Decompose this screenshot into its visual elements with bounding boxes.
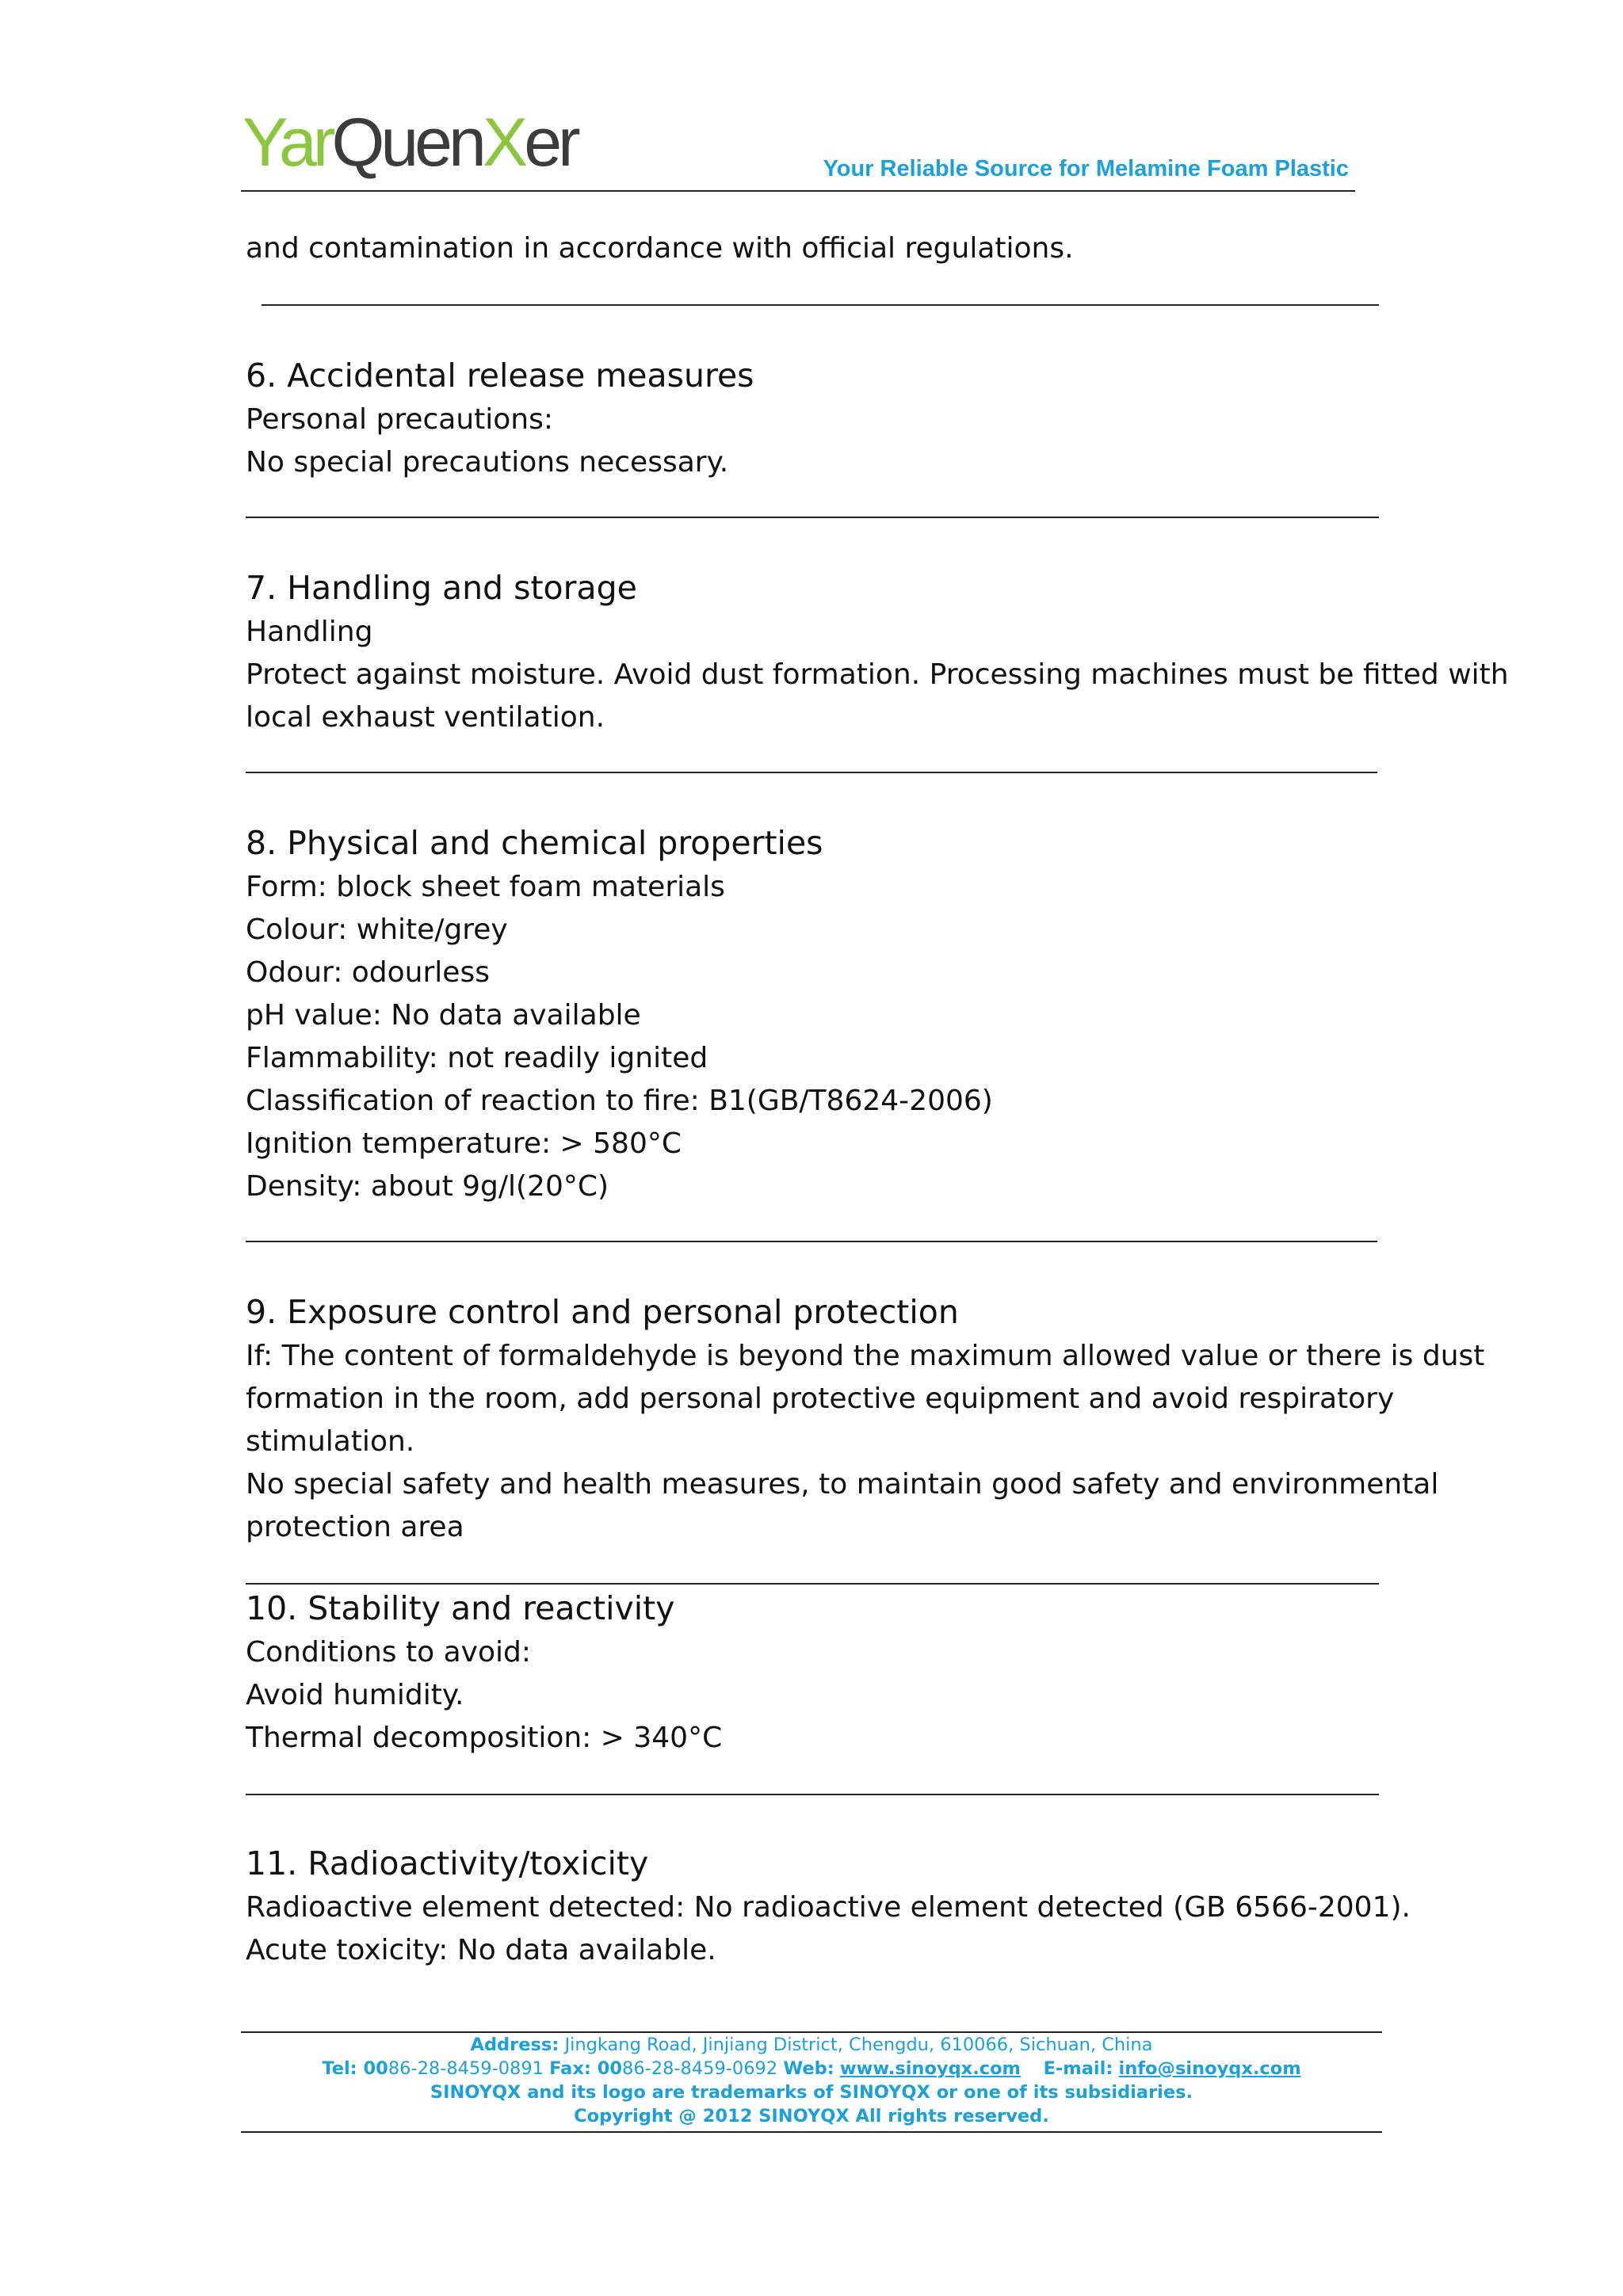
section-line: local exhaust ventilation. [246,701,605,734]
web-label: Web: [783,2058,834,2079]
footer-address-line [241,2033,1382,2057]
section-title: 8. Physical and chemical properties [246,824,823,862]
fax-label: Fax: 00 [549,2058,623,2079]
section-title: 7. Handling and storage [246,569,637,607]
section-line: Conditions to avoid: [246,1636,531,1669]
logo-part-x: X [482,105,525,181]
email-link[interactable]: info@sinoyqx.com [1118,2058,1301,2079]
header-divider [241,190,1355,192]
footer-copyright: Copyright @ 2012 SINOYQX All rights reserved. [574,2106,1049,2126]
section-line: Protect against moisture. Avoid dust formation. Processing machines must be fitted with [246,658,1509,691]
section-line: Personal precautions: [246,403,554,436]
section-divider [246,772,1377,773]
section-divider [262,304,1379,306]
logo-part-yar: Yar [242,105,332,181]
tel-label: Tel: 00 [322,2058,388,2079]
company-logo [242,103,577,182]
header-tagline: Your Reliable Source for Melamine Foam Plastic [823,156,1349,181]
address-value: Jingkang Road, Jinjiang District, Chengdu, 610066, Sichuan, China [564,2035,1153,2055]
fax-value: 86-28-8459-0692 [622,2058,778,2079]
address-label: Address: [470,2035,559,2055]
section-line: Avoid humidity. [246,1679,464,1711]
section-title: 10. Stability and reactivity [246,1589,675,1627]
property-line: Classification of reaction to fire: B1(GB/T8624-2006) [246,1085,993,1117]
section-divider [246,1241,1377,1242]
section-line: Radioactive element detected: No radioactive element detected (GB 6566-2001). [246,1891,1411,1924]
footer-bottom-divider [241,2131,1382,2133]
section-line: Thermal decomposition: > 340°C [246,1722,723,1754]
section-title: 11. Radioactivity/toxicity [246,1844,649,1882]
property-line: Flammability: not readily ignited [246,1042,708,1074]
section-line: No special safety and health measures, to maintain good safety and environmental [246,1468,1439,1501]
footer-contact-line [241,2057,1382,2081]
footer-trademark: SINOYQX and its logo are trademarks of SINOYQX or one of its subsidiaries. [430,2082,1193,2103]
continuation-text: and contamination in accordance with official regulations. [246,232,1074,265]
section-title: 6. Accidental release measures [246,357,754,395]
section-line: No special precautions necessary. [246,446,729,479]
section-line: If: The content of formaldehyde is beyond the maximum allowed value or there is dust [246,1340,1485,1372]
section-line: Acute toxicity: No data available. [246,1934,716,1966]
property-line: pH value: No data available [246,999,641,1032]
section-title: 9. Exposure control and personal protection [246,1293,959,1331]
section-line: stimulation. [246,1425,415,1458]
section-line: Handling [246,616,373,648]
property-line: Density: about 9g/l(20°C) [246,1170,609,1203]
logo-part-quen: Quen [331,105,483,181]
property-line: Form: block sheet foam materials [246,871,725,903]
section-line: protection area [246,1511,464,1543]
tel-value: 86-28-8459-0891 [388,2058,544,2079]
property-line: Odour: odourless [246,956,490,989]
section-line: formation in the room, add personal protective equipment and avoid respiratory [246,1383,1395,1415]
section-divider [246,1794,1379,1795]
section-divider [246,1583,1379,1585]
website-link[interactable]: www.sinoyqx.com [839,2058,1021,2079]
section-divider [246,517,1379,518]
page-footer [241,2033,1382,2128]
logo-part-er: er [524,105,577,181]
property-line: Colour: white/grey [246,913,508,946]
email-label: E-mail: [1043,2058,1113,2079]
property-line: Ignition temperature: > 580°C [246,1127,682,1160]
